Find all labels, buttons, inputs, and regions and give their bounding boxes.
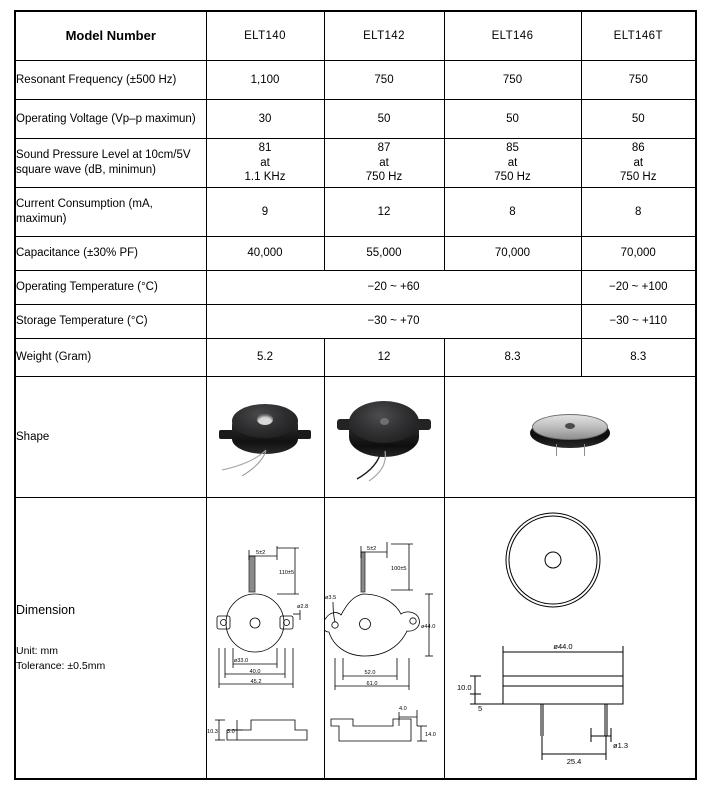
label-mount-span: 52.0 — [364, 670, 375, 676]
cell-current-consumption-elt146t: 8 — [581, 188, 696, 237]
elt146-drawing-svg — [445, 498, 695, 776]
cell-resonant-frequency-elt140: 1,100 — [206, 61, 324, 100]
cell-capacitance-elt140: 40,000 — [206, 237, 324, 271]
row-label-resonant-frequency — [15, 61, 206, 100]
cell-sound-pressure-level-elt140 — [206, 139, 324, 188]
buzzer-elt142-photo — [325, 377, 444, 497]
table-row — [15, 305, 696, 339]
label-height: 10.3 — [206, 729, 218, 735]
label-step: 3.0 — [226, 729, 235, 735]
table-row — [15, 339, 696, 377]
label-body-dia: ø44.0 — [420, 624, 435, 630]
cell-sound-pressure-level-elt146t — [581, 139, 696, 188]
table-header — [15, 11, 696, 61]
cell-weight-elt146t: 8.3 — [581, 339, 696, 377]
label-line-2: (±500 Hz) — [125, 73, 177, 86]
cell-operating-temperature-elt146t: −20 ~ +100 — [581, 271, 696, 305]
label-line-1: Sound Pressure Level — [16, 149, 130, 162]
cell-sound-pressure-level-elt142 — [324, 139, 444, 188]
label-lead-length: 100±5 — [390, 566, 407, 572]
specification-table — [14, 10, 697, 780]
cell-operating-voltage-elt142: 50 — [324, 100, 444, 139]
buzzer-elt146-photo — [445, 377, 696, 497]
row-label-operating-voltage — [15, 100, 206, 139]
cell-sound-pressure-level-elt146 — [444, 139, 581, 188]
cell-dimension-elt146 — [444, 498, 696, 780]
cell-resonant-frequency-elt146: 750 — [444, 61, 581, 100]
cell-weight-elt140: 5.2 — [206, 339, 324, 377]
row-label-operating-temperature: Operating Temperature (°C) — [15, 271, 206, 305]
elt142-dimension-drawing — [325, 498, 444, 778]
sound-hole — [565, 423, 575, 429]
lead-wires — [222, 446, 308, 476]
dimension-title: Dimension — [16, 602, 76, 617]
cell-resonant-frequency-elt142: 750 — [324, 61, 444, 100]
elt142-drawing-svg — [325, 498, 443, 776]
label-pin-dia: ø1.3 — [612, 741, 628, 750]
sound-hole — [380, 418, 389, 425]
label-line-3: (dB, minimun) — [84, 164, 156, 176]
label-mount-span: 40.0 — [249, 669, 260, 675]
spl-at: at — [379, 156, 389, 169]
header-model-elt142: ELT142 — [324, 11, 444, 61]
sound-hole — [257, 414, 273, 425]
cell-operating-voltage-elt140: 30 — [206, 100, 324, 139]
table-row — [15, 139, 696, 188]
table-row — [15, 271, 696, 305]
header-model-elt146: ELT146 — [444, 11, 581, 61]
header-model-elt140: ELT140 — [206, 11, 324, 61]
cell-resonant-frequency-elt146t: 750 — [581, 61, 696, 100]
spl-freq: 750 Hz — [494, 171, 531, 184]
label-hole-dia: ø2.8 — [296, 604, 308, 610]
cell-operating-temperature-merged: −20 ~ +60 — [206, 271, 581, 305]
table-body — [15, 61, 696, 780]
cell-capacitance-elt146: 70,000 — [444, 237, 581, 271]
label-flange: 5 — [477, 704, 482, 713]
lead-wires — [341, 451, 427, 481]
label-lead-length: 110±5 — [278, 570, 294, 576]
label-line-3: (mA, maximun) — [16, 198, 153, 225]
table-row-dimension — [15, 498, 696, 780]
cell-storage-temperature-merged: −30 ~ +70 — [206, 305, 581, 339]
dimension-tolerance: Tolerance: ±0.5mm — [16, 660, 106, 672]
spl-at: at — [260, 156, 270, 169]
cell-operating-voltage-elt146t: 50 — [581, 100, 696, 139]
spl-value: 86 — [631, 141, 645, 154]
row-label-sound-pressure-level — [15, 139, 206, 188]
elt140-drawing-svg — [207, 498, 323, 776]
table-row — [15, 61, 696, 100]
pin-right — [584, 444, 585, 456]
cell-shape-elt146 — [444, 377, 696, 498]
label-line-1: Operating Voltage — [16, 112, 109, 125]
header-row — [15, 11, 696, 61]
spl-value: 81 — [258, 141, 272, 154]
pin-left — [556, 444, 557, 456]
label-line-2: Consumption — [57, 198, 126, 211]
header-model-elt146t: ELT146T — [581, 11, 696, 61]
spl-value: 85 — [506, 141, 519, 154]
table-row — [15, 237, 696, 271]
row-label-capacitance: Capacitance (±30% PF) — [15, 237, 206, 271]
label-hole-dia: ø3.5 — [324, 595, 336, 601]
cell-capacitance-elt142: 55,000 — [324, 237, 444, 271]
label-body-dia: ø44.0 — [552, 642, 573, 651]
label-step: 4.0 — [398, 706, 407, 712]
cell-shape-elt140 — [206, 377, 324, 498]
cell-capacitance-elt146t: 70,000 — [581, 237, 696, 271]
table-row-shape — [15, 377, 696, 498]
elt146-dimension-drawing — [445, 498, 696, 778]
table-row — [15, 100, 696, 139]
row-label-storage-temperature: Storage Temperature (°C) — [15, 305, 206, 339]
spl-at: at — [507, 156, 518, 169]
spl-at: at — [633, 156, 644, 169]
label-body-dia: ø33.0 — [233, 658, 248, 664]
spl-freq: 750 Hz — [365, 171, 403, 184]
label-line-1: Resonant Frequency — [16, 73, 123, 86]
buzzer-elt140-photo — [207, 377, 324, 497]
label-line-2: at 10cm/5V square wave — [16, 149, 191, 176]
spl-freq: 750 Hz — [620, 171, 657, 184]
label-pin-pitch: 25.4 — [566, 757, 581, 766]
cell-current-consumption-elt142: 12 — [324, 188, 444, 237]
label-line-2: (Vp–p maximun) — [111, 112, 196, 125]
spl-value: 87 — [377, 141, 391, 154]
cell-operating-voltage-elt146: 50 — [444, 100, 581, 139]
header-model-number: Model Number — [15, 11, 206, 61]
label-line-1: Current — [16, 198, 55, 211]
elt140-dimension-drawing — [207, 498, 324, 778]
row-label-shape: Shape — [15, 377, 206, 498]
table-row — [15, 188, 696, 237]
cell-weight-elt146: 8.3 — [444, 339, 581, 377]
spl-freq: 1.1 KHz — [244, 171, 286, 184]
label-lead-width: 5±2 — [255, 550, 265, 556]
cell-weight-elt142: 12 — [324, 339, 444, 377]
label-height: 10.0 — [456, 683, 472, 692]
cell-current-consumption-elt140: 9 — [206, 188, 324, 237]
label-overall-width: 61.0 — [366, 681, 377, 687]
row-label-current-consumption — [15, 188, 206, 237]
label-lead-width: 5±2 — [366, 546, 376, 552]
cell-current-consumption-elt146: 8 — [444, 188, 581, 237]
dimension-unit: Unit: mm — [16, 644, 58, 657]
cell-dimension-elt140 — [206, 498, 324, 780]
cell-storage-temperature-elt146t: −30 ~ +110 — [581, 305, 696, 339]
row-label-weight: Weight (Gram) — [15, 339, 206, 377]
label-overall-width: 45.2 — [250, 679, 261, 685]
cell-shape-elt142 — [324, 377, 444, 498]
row-label-dimension — [15, 498, 206, 780]
label-height: 14.0 — [424, 732, 436, 738]
cell-dimension-elt142 — [324, 498, 444, 780]
